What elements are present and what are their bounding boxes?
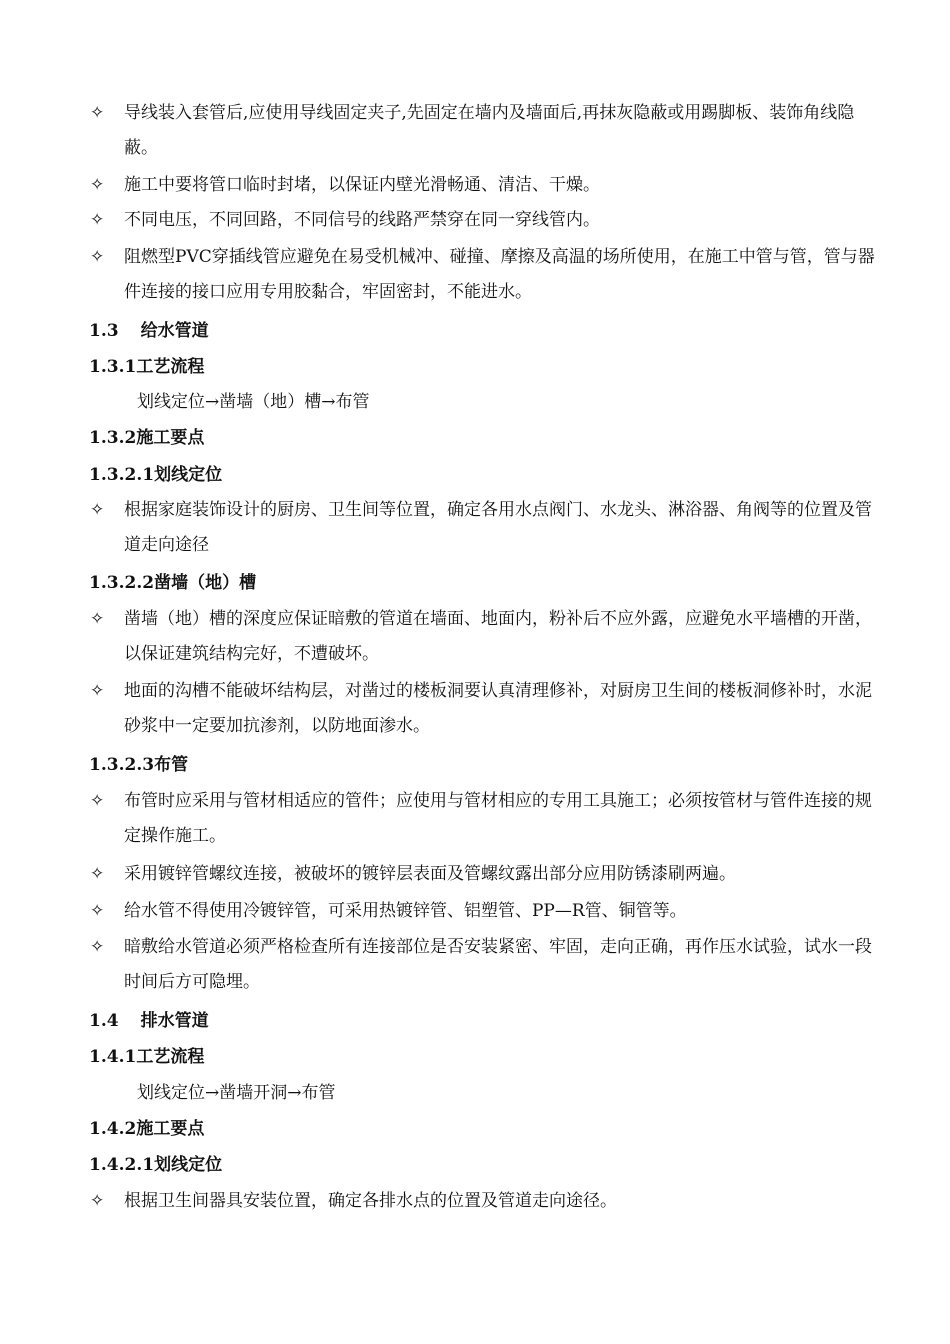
bullet-text: 不同电压，不同回路，不同信号的线路严禁穿在同一穿线管内。 <box>124 210 600 230</box>
heading-title: 划线定位 <box>154 465 223 485</box>
bullet-text: 地面的沟槽不能破坏结构层，对凿过的楼板洞要认真清理修补，对厨房卫生间的楼板洞修补时，水泥砂浆中一定要加抗渗剂，以防地面渗水。 <box>124 681 872 736</box>
bullet-diamond-icon: ✧ <box>90 864 105 884</box>
section-heading <box>89 1040 204 1075</box>
section-heading <box>89 1148 222 1183</box>
bullet-text: 暗敷给水管道必须严格检查所有连接部位是否安装紧密、牢固，走向正确，再作压水试验，试水一段时间后方可隐埋。 <box>124 937 872 992</box>
heading-number: 1.4.2.1 <box>89 1155 155 1175</box>
section-heading <box>89 458 222 493</box>
section-heading <box>89 566 256 601</box>
heading-title: 排水管道 <box>140 1011 209 1031</box>
heading-title: 划线定位 <box>154 1155 223 1175</box>
bullet-diamond-icon: ✧ <box>90 210 105 230</box>
section-heading <box>89 350 204 385</box>
bullet-text: 根据卫生间器具安装位置，确定各排水点的位置及管道走向途径。 <box>124 1191 617 1211</box>
process-flow: 划线定位→凿墙（地）槽→布管 <box>137 392 370 412</box>
heading-number: 1.3.2.3 <box>89 755 155 775</box>
bullet-diamond-icon: ✧ <box>90 500 105 520</box>
bullet-diamond-icon: ✧ <box>90 937 105 957</box>
bullet-diamond-icon: ✧ <box>90 1191 105 1211</box>
heading-title: 给水管道 <box>140 321 209 341</box>
process-flow: 划线定位→凿墙开洞→布管 <box>137 1083 336 1103</box>
section-heading <box>89 314 209 349</box>
section-heading <box>89 421 204 456</box>
heading-title: 工艺流程 <box>136 357 205 377</box>
bullet-text: 给水管不得使用冷镀锌管，可采用热镀锌管、铝塑管、PP—R管、铜管等。 <box>124 901 687 921</box>
bullet-text: 采用镀锌管螺纹连接，被破坏的镀锌层表面及管螺纹露出部分应用防锈漆刷两遍。 <box>124 864 736 884</box>
section-heading <box>89 1004 209 1039</box>
heading-title: 施工要点 <box>136 1119 205 1139</box>
heading-title: 工艺流程 <box>136 1047 205 1067</box>
heading-number: 1.3 <box>89 321 119 341</box>
bullet-text: 施工中要将管口临时封堵，以保证内壁光滑畅通、清洁、干燥。 <box>124 175 600 195</box>
bullet-diamond-icon: ✧ <box>90 681 105 701</box>
bullet-diamond-icon: ✧ <box>90 901 105 921</box>
bullet-diamond-icon: ✧ <box>90 103 105 123</box>
heading-number: 1.4 <box>89 1011 119 1031</box>
heading-number: 1.3.1 <box>89 357 137 377</box>
heading-title: 施工要点 <box>136 428 205 448</box>
bullet-diamond-icon: ✧ <box>90 609 105 629</box>
bullet-text: 导线装入套管后,应使用导线固定夹子,先固定在墙内及墙面后,再抹灰隐蔽或用踢脚板、装饰角线隐蔽。 <box>124 103 855 158</box>
bullet-text: 阻燃型PVC穿插线管应避免在易受机械冲、碰撞、摩擦及高温的场所使用，在施工中管与管，管与器件连接的接口应用专用胶黏合，牢固密封，不能进水。 <box>124 247 875 302</box>
heading-number: 1.3.2.2 <box>89 573 155 593</box>
bullet-diamond-icon: ✧ <box>90 247 105 267</box>
heading-number: 1.3.2 <box>89 428 137 448</box>
heading-number: 1.4.2 <box>89 1119 137 1139</box>
heading-number: 1.4.1 <box>89 1047 137 1067</box>
section-heading <box>89 1112 204 1147</box>
section-heading <box>89 748 188 783</box>
bullet-diamond-icon: ✧ <box>90 791 105 811</box>
heading-title: 布管 <box>154 755 189 775</box>
heading-title: 凿墙（地）槽 <box>154 573 257 593</box>
bullet-text: 根据家庭装饰设计的厨房、卫生间等位置，确定各用水点阀门、水龙头、淋浴器、角阀等的位置及管道走向途径 <box>124 500 872 555</box>
bullet-diamond-icon: ✧ <box>90 175 105 195</box>
heading-number: 1.3.2.1 <box>89 465 155 485</box>
bullet-text: 布管时应采用与管材相适应的管件；应使用与管材相应的专用工具施工；必须按管材与管件连接的规定操作施工。 <box>124 791 872 846</box>
bullet-text: 凿墙（地）槽的深度应保证暗敷的管道在墙面、地面内，粉补后不应外露，应避免水平墙槽的开凿，以保证建筑结构完好，不遭破坏。 <box>124 609 872 664</box>
